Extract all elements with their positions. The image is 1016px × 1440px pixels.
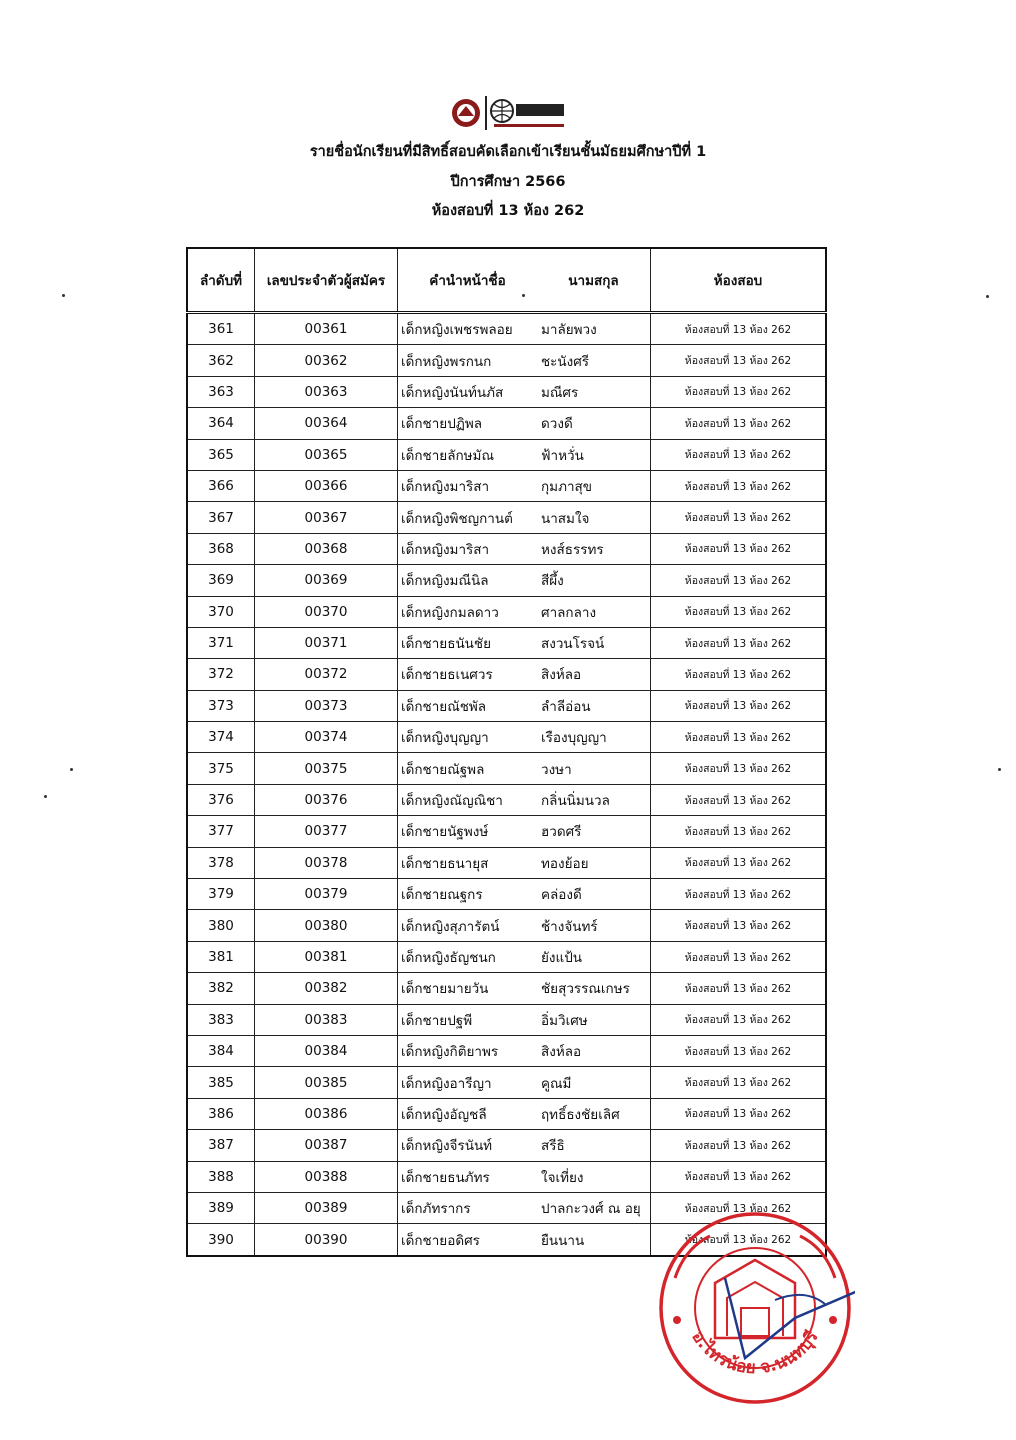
cell-room: ห้องสอบที่ 13 ห้อง 262 xyxy=(651,1035,827,1066)
cell-applicant-id: 00373 xyxy=(255,690,398,721)
cell-prefix-name: เด็กภัทรากร xyxy=(401,1201,471,1218)
cell-seq: 386 xyxy=(187,1098,255,1129)
col-header-room: ห้องสอบ xyxy=(651,248,827,313)
table-row xyxy=(187,753,826,784)
cell-seq: 388 xyxy=(187,1161,255,1192)
cell-name xyxy=(398,973,651,1004)
cell-seq: 380 xyxy=(187,910,255,941)
cell-seq: 377 xyxy=(187,816,255,847)
cell-prefix-name: เด็กชายณัชพัล xyxy=(401,698,487,715)
table-row xyxy=(187,1035,826,1066)
cell-prefix-name: เด็กชายปฏิพล xyxy=(401,416,483,433)
table-row xyxy=(187,533,826,564)
cell-seq: 373 xyxy=(187,690,255,721)
cell-applicant-id: 00370 xyxy=(255,596,398,627)
cell-name xyxy=(398,1004,651,1035)
cell-room: ห้องสอบที่ 13 ห้อง 262 xyxy=(651,941,827,972)
cell-seq: 387 xyxy=(187,1130,255,1161)
col-header-applicant-id: เลขประจำตัวผู้สมัคร xyxy=(255,248,398,313)
cell-name xyxy=(398,1192,651,1223)
table-header-row xyxy=(187,248,826,313)
cell-applicant-id: 00375 xyxy=(255,753,398,784)
cell-room: ห้องสอบที่ 13 ห้อง 262 xyxy=(651,408,827,439)
table-row xyxy=(187,1161,826,1192)
cell-prefix-name: เด็กชายปฐพี xyxy=(401,1012,473,1029)
scan-dot xyxy=(998,768,1001,771)
cell-surname: ชัยสุวรรณเกษร xyxy=(541,981,630,998)
cell-seq: 361 xyxy=(187,313,255,345)
cell-surname: ฟ้าหวั่น xyxy=(541,447,584,464)
cell-surname: หงส์ธรรทร xyxy=(541,541,604,558)
cell-room: ห้องสอบที่ 13 ห้อง 262 xyxy=(651,910,827,941)
cell-applicant-id: 00388 xyxy=(255,1161,398,1192)
cell-surname: กุมภาสุข xyxy=(541,479,593,496)
cell-prefix-name: เด็กหญิงอารีญา xyxy=(401,1075,492,1092)
cell-room: ห้องสอบที่ 13 ห้อง 262 xyxy=(651,1004,827,1035)
school-logo-icon xyxy=(450,92,570,134)
cell-applicant-id: 00362 xyxy=(255,345,398,376)
table-row xyxy=(187,784,826,815)
cell-prefix-name: เด็กหญิงมาริสา xyxy=(401,479,490,496)
cell-room: ห้องสอบที่ 13 ห้อง 262 xyxy=(651,565,827,596)
cell-seq: 381 xyxy=(187,941,255,972)
table-row xyxy=(187,816,826,847)
scan-dot xyxy=(986,295,989,298)
table-row xyxy=(187,565,826,596)
cell-prefix-name: เด็กหญิงกิติยาพร xyxy=(401,1044,499,1061)
cell-room: ห้องสอบที่ 13 ห้อง 262 xyxy=(651,1130,827,1161)
cell-applicant-id: 00376 xyxy=(255,784,398,815)
cell-seq: 384 xyxy=(187,1035,255,1066)
table-row xyxy=(187,345,826,376)
cell-applicant-id: 00365 xyxy=(255,439,398,470)
cell-seq: 375 xyxy=(187,753,255,784)
cell-applicant-id: 00378 xyxy=(255,847,398,878)
cell-name xyxy=(398,596,651,627)
cell-surname: เรืองบุญญา xyxy=(541,730,607,747)
cell-name xyxy=(398,659,651,690)
cell-room: ห้องสอบที่ 13 ห้อง 262 xyxy=(651,470,827,501)
cell-name xyxy=(398,627,651,658)
cell-surname: ช้างจันทร์ xyxy=(541,918,598,935)
cell-applicant-id: 00380 xyxy=(255,910,398,941)
cell-seq: 364 xyxy=(187,408,255,439)
table-row xyxy=(187,596,826,627)
cell-prefix-name: เด็กหญิงจีรนันท์ xyxy=(401,1138,493,1155)
student-list-table xyxy=(186,247,827,1257)
cell-surname: ใจเที่ยง xyxy=(541,1169,584,1186)
cell-seq: 389 xyxy=(187,1192,255,1223)
cell-surname: มณีศร xyxy=(541,384,579,401)
table-row xyxy=(187,408,826,439)
cell-name xyxy=(398,502,651,533)
cell-room: ห้องสอบที่ 13 ห้อง 262 xyxy=(651,753,827,784)
cell-surname: วงษา xyxy=(541,761,572,778)
cell-name xyxy=(398,910,651,941)
cell-name xyxy=(398,565,651,596)
table-row xyxy=(187,470,826,501)
cell-surname: นาสมใจ xyxy=(541,510,590,527)
cell-surname: ทองย้อย xyxy=(541,855,589,872)
cell-room: ห้องสอบที่ 13 ห้อง 262 xyxy=(651,345,827,376)
cell-prefix-name: เด็กชายนัฐพงษ์ xyxy=(401,824,489,841)
cell-prefix-name: เด็กหญิงสุภารัตน์ xyxy=(401,918,500,935)
cell-room: ห้องสอบที่ 13 ห้อง 262 xyxy=(651,1067,827,1098)
table-row xyxy=(187,847,826,878)
cell-prefix-name: เด็กหญิงมณีนิล xyxy=(401,573,489,590)
cell-prefix-name: เด็กชายมายวัน xyxy=(401,981,489,998)
cell-surname: สีผึ้ง xyxy=(541,573,564,590)
cell-prefix-name: เด็กชายณฐกร xyxy=(401,887,483,904)
col-header-name xyxy=(398,248,651,313)
cell-surname: ปาลกะวงศ์ ณ อยุ xyxy=(541,1201,641,1218)
table-row xyxy=(187,659,826,690)
cell-seq: 378 xyxy=(187,847,255,878)
cell-surname: กลิ่นนิ่มนวล xyxy=(541,793,610,810)
cell-surname: ฤทธิ์ธงชัยเลิศ xyxy=(541,1106,620,1123)
cell-applicant-id: 00366 xyxy=(255,470,398,501)
cell-seq: 374 xyxy=(187,722,255,753)
cell-seq: 376 xyxy=(187,784,255,815)
cell-prefix-name: เด็กหญิงณัญณิชา xyxy=(401,793,503,810)
cell-prefix-name: เด็กชายธนันชัย xyxy=(401,636,491,653)
cell-prefix-name: เด็กหญิงบุญญา xyxy=(401,730,489,747)
cell-seq: 366 xyxy=(187,470,255,501)
cell-prefix-name: เด็กชายธเนศวร xyxy=(401,667,493,684)
table-row xyxy=(187,973,826,1004)
cell-room: ห้องสอบที่ 13 ห้อง 262 xyxy=(651,879,827,910)
cell-name xyxy=(398,1161,651,1192)
cell-seq: 365 xyxy=(187,439,255,470)
cell-applicant-id: 00372 xyxy=(255,659,398,690)
cell-name xyxy=(398,376,651,407)
cell-seq: 370 xyxy=(187,596,255,627)
cell-prefix-name: เด็กหญิงมาริสา xyxy=(401,541,490,558)
cell-seq: 368 xyxy=(187,533,255,564)
table-row xyxy=(187,313,826,345)
cell-name xyxy=(398,1224,651,1256)
cell-applicant-id: 00384 xyxy=(255,1035,398,1066)
cell-prefix-name: เด็กหญิงกมลดาว xyxy=(401,604,499,621)
cell-applicant-id: 00371 xyxy=(255,627,398,658)
svg-text:อ.ไทรน้อย จ.นนทบุรี xyxy=(687,1326,823,1378)
cell-seq: 379 xyxy=(187,879,255,910)
table-row xyxy=(187,690,826,721)
cell-applicant-id: 00369 xyxy=(255,565,398,596)
scan-dot xyxy=(70,768,73,771)
cell-seq: 367 xyxy=(187,502,255,533)
scan-dot xyxy=(62,294,65,297)
cell-surname: ฮวดศรี xyxy=(541,824,582,841)
cell-name xyxy=(398,1130,651,1161)
cell-room: ห้องสอบที่ 13 ห้อง 262 xyxy=(651,1224,827,1256)
cell-name xyxy=(398,722,651,753)
table-row xyxy=(187,910,826,941)
cell-room: ห้องสอบที่ 13 ห้อง 262 xyxy=(651,973,827,1004)
cell-surname: สิงห์ลอ xyxy=(541,667,582,684)
cell-surname: ดวงดี xyxy=(541,416,573,433)
cell-room: ห้องสอบที่ 13 ห้อง 262 xyxy=(651,439,827,470)
cell-room: ห้องสอบที่ 13 ห้อง 262 xyxy=(651,596,827,627)
cell-surname: สรีธิ xyxy=(541,1138,565,1155)
cell-prefix-name: เด็กหญิงอัญชลี xyxy=(401,1106,487,1123)
table-row xyxy=(187,941,826,972)
cell-prefix-name: เด็กหญิงนันท์นภัส xyxy=(401,384,504,401)
cell-prefix-name: เด็กหญิงพรกนก xyxy=(401,353,492,370)
cell-applicant-id: 00364 xyxy=(255,408,398,439)
cell-surname: มาลัยพวง xyxy=(541,322,597,339)
table-row xyxy=(187,1130,826,1161)
cell-prefix-name: เด็กชายอดิศร xyxy=(401,1232,480,1249)
cell-applicant-id: 00382 xyxy=(255,973,398,1004)
cell-name xyxy=(398,847,651,878)
cell-name xyxy=(398,1098,651,1129)
cell-prefix-name: เด็กหญิงธัญชนก xyxy=(401,950,496,966)
table-row xyxy=(187,439,826,470)
cell-seq: 383 xyxy=(187,1004,255,1035)
cell-room: ห้องสอบที่ 13 ห้อง 262 xyxy=(651,1098,827,1129)
cell-prefix-name: เด็กชายลักษมัณ xyxy=(401,447,494,464)
cell-room: ห้องสอบที่ 13 ห้อง 262 xyxy=(651,847,827,878)
cell-room: ห้องสอบที่ 13 ห้อง 262 xyxy=(651,313,827,345)
academic-year: ปีการศึกษา 2566 xyxy=(450,174,566,190)
cell-applicant-id: 00374 xyxy=(255,722,398,753)
cell-applicant-id: 00387 xyxy=(255,1130,398,1161)
cell-name xyxy=(398,879,651,910)
cell-surname: ชะนังศรี xyxy=(541,353,590,370)
cell-surname: สิงห์ลอ xyxy=(541,1044,582,1061)
cell-room: ห้องสอบที่ 13 ห้อง 262 xyxy=(651,659,827,690)
cell-room: ห้องสอบที่ 13 ห้อง 262 xyxy=(651,816,827,847)
cell-surname: คูณมี xyxy=(541,1075,572,1092)
cell-name xyxy=(398,941,651,972)
cell-seq: 382 xyxy=(187,973,255,1004)
cell-seq: 369 xyxy=(187,565,255,596)
cell-applicant-id: 00367 xyxy=(255,502,398,533)
cell-prefix-name: เด็กหญิงพิชญกานต์ xyxy=(401,510,513,527)
table-row xyxy=(187,1067,826,1098)
cell-prefix-name: เด็กชายธนายุส xyxy=(401,855,489,872)
cell-room: ห้องสอบที่ 13 ห้อง 262 xyxy=(651,376,827,407)
scan-dot xyxy=(44,795,47,798)
cell-room: ห้องสอบที่ 13 ห้อง 262 xyxy=(651,502,827,533)
cell-name xyxy=(398,784,651,815)
official-seal-stamp-icon xyxy=(655,1208,855,1408)
cell-seq: 372 xyxy=(187,659,255,690)
cell-name xyxy=(398,1035,651,1066)
cell-applicant-id: 00361 xyxy=(255,313,398,345)
cell-surname: สงวนโรจน์ xyxy=(541,636,605,653)
col-header-surname: นามสกุล xyxy=(568,273,619,289)
cell-surname: ยังแป้น xyxy=(541,950,583,966)
document-title: รายชื่อนักเรียนที่มีสิทธิ์สอบคัดเลือกเข้าเรียนชั้นมัธยมศึกษาปีที่ 1 xyxy=(309,144,707,160)
cell-prefix-name: เด็กชายธนภัทร xyxy=(401,1169,490,1186)
table-row xyxy=(187,879,826,910)
cell-name xyxy=(398,816,651,847)
cell-surname: อิ่มวิเศษ xyxy=(541,1012,588,1029)
cell-name xyxy=(398,345,651,376)
cell-applicant-id: 00379 xyxy=(255,879,398,910)
cell-applicant-id: 00390 xyxy=(255,1224,398,1256)
stamp-text: อ.ไทรน้อย จ.นนทบุรี xyxy=(687,1327,823,1379)
cell-applicant-id: 00363 xyxy=(255,376,398,407)
cell-name xyxy=(398,753,651,784)
table-row xyxy=(187,627,826,658)
cell-applicant-id: 00385 xyxy=(255,1067,398,1098)
cell-name xyxy=(398,470,651,501)
cell-surname: ลำลีอ่อน xyxy=(541,698,591,715)
cell-seq: 390 xyxy=(187,1224,255,1256)
cell-prefix-name: เด็กหญิงเพชรพลอย xyxy=(401,322,513,339)
cell-room: ห้องสอบที่ 13 ห้อง 262 xyxy=(651,690,827,721)
cell-surname: ยืนนาน xyxy=(541,1232,585,1249)
table-row xyxy=(187,722,826,753)
cell-name xyxy=(398,313,651,345)
cell-room: ห้องสอบที่ 13 ห้อง 262 xyxy=(651,722,827,753)
cell-room: ห้องสอบที่ 13 ห้อง 262 xyxy=(651,1161,827,1192)
cell-room: ห้องสอบที่ 13 ห้อง 262 xyxy=(651,784,827,815)
cell-prefix-name: เด็กชายณัฐพล xyxy=(401,761,485,778)
cell-applicant-id: 00381 xyxy=(255,941,398,972)
cell-name xyxy=(398,439,651,470)
exam-room-heading: ห้องสอบที่ 13 ห้อง 262 xyxy=(431,203,585,219)
cell-seq: 371 xyxy=(187,627,255,658)
cell-room: ห้องสอบที่ 13 ห้อง 262 xyxy=(651,1192,827,1223)
cell-name xyxy=(398,1067,651,1098)
col-header-prefix-name: คำนำหน้าชื่อ xyxy=(429,273,506,289)
col-header-seq: ลำดับที่ xyxy=(187,248,255,313)
cell-seq: 362 xyxy=(187,345,255,376)
table-row xyxy=(187,502,826,533)
cell-surname: คล่องดี xyxy=(541,887,582,904)
cell-name xyxy=(398,690,651,721)
table-row xyxy=(187,376,826,407)
cell-name xyxy=(398,408,651,439)
cell-room: ห้องสอบที่ 13 ห้อง 262 xyxy=(651,533,827,564)
table-row xyxy=(187,1098,826,1129)
cell-applicant-id: 00383 xyxy=(255,1004,398,1035)
cell-name xyxy=(398,533,651,564)
cell-applicant-id: 00368 xyxy=(255,533,398,564)
cell-applicant-id: 00386 xyxy=(255,1098,398,1129)
cell-surname: ศาลกลาง xyxy=(541,604,597,621)
cell-seq: 385 xyxy=(187,1067,255,1098)
cell-applicant-id: 00377 xyxy=(255,816,398,847)
cell-seq: 363 xyxy=(187,376,255,407)
table-row xyxy=(187,1004,826,1035)
cell-applicant-id: 00389 xyxy=(255,1192,398,1223)
cell-room: ห้องสอบที่ 13 ห้อง 262 xyxy=(651,627,827,658)
scan-dot xyxy=(522,294,525,297)
